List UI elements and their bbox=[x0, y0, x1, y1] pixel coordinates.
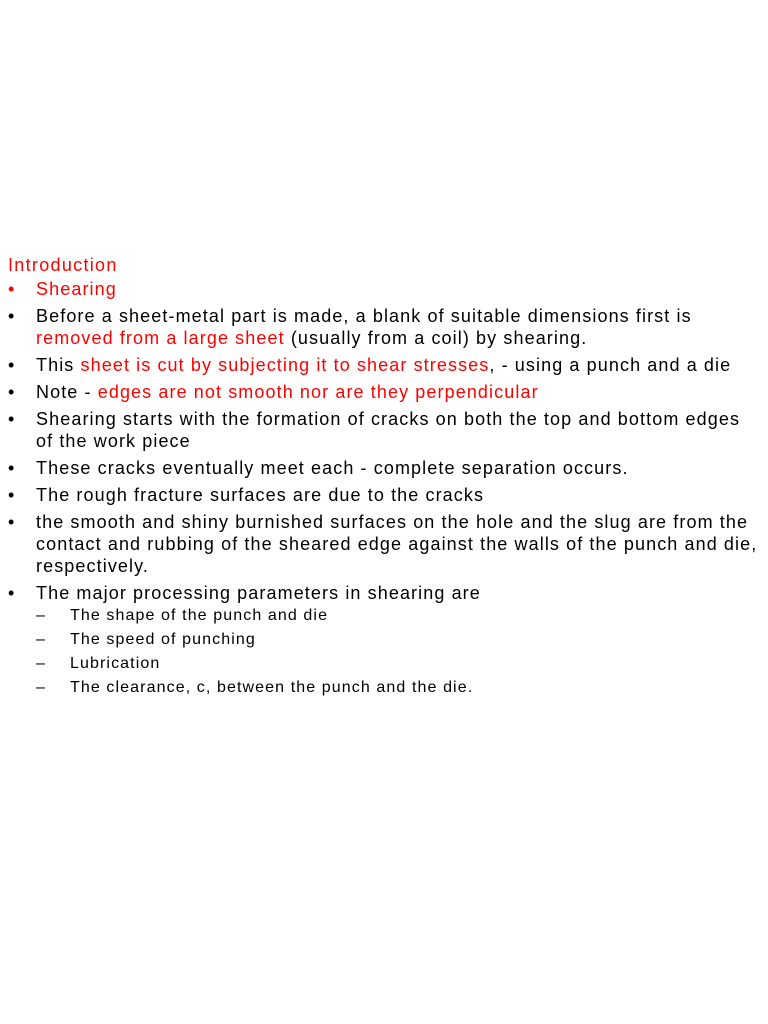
bullet-marker: • bbox=[8, 306, 16, 326]
bullet-item bbox=[8, 484, 760, 506]
bullet-item bbox=[8, 408, 760, 452]
bullet-text: The major processing parameters in shearing are bbox=[36, 583, 481, 603]
bullet-item bbox=[8, 305, 760, 349]
bullet-text: , - using a punch and a die bbox=[489, 355, 732, 375]
bullet-text: Note - bbox=[36, 382, 98, 402]
bullet-marker: • bbox=[8, 355, 16, 375]
bullet-marker: • bbox=[8, 458, 16, 478]
bullet-list bbox=[8, 278, 760, 698]
sub-bullet-item bbox=[36, 678, 760, 698]
dash-marker: – bbox=[36, 607, 46, 624]
bullet-marker: • bbox=[8, 583, 16, 603]
bullet-item bbox=[8, 278, 760, 300]
bullet-marker: • bbox=[8, 382, 16, 402]
bullet-marker: • bbox=[8, 485, 16, 505]
bullet-marker: • bbox=[8, 409, 16, 429]
dash-marker: – bbox=[36, 631, 46, 648]
bullet-item bbox=[8, 354, 760, 376]
bullet-item bbox=[8, 511, 760, 577]
bullet-text-highlight: Shearing bbox=[36, 279, 117, 299]
dash-marker: – bbox=[36, 655, 46, 672]
bullet-text: The rough fracture surfaces are due to the cracks bbox=[36, 485, 485, 505]
bullet-text-highlight: removed from a large sheet bbox=[36, 328, 285, 348]
bullet-text: (usually from a coil) by shearing. bbox=[284, 328, 588, 348]
bullet-text: This bbox=[36, 355, 81, 375]
sub-bullet-text: The clearance, c, between the punch and the die. bbox=[70, 679, 474, 696]
sub-bullet-text: Lubrication bbox=[70, 655, 161, 672]
bullet-marker: • bbox=[8, 279, 16, 299]
bullet-text-highlight: sheet is cut by subjecting it to shear stresses bbox=[80, 355, 490, 375]
bullet-item bbox=[8, 381, 760, 403]
slide-content bbox=[8, 252, 760, 703]
bullet-item bbox=[8, 457, 760, 479]
bullet-marker: • bbox=[8, 512, 16, 532]
bullet-text: Shearing starts with the formation of cracks on both the top and bottom edges of the work piece bbox=[36, 409, 741, 451]
sub-bullet-text: The shape of the punch and die bbox=[70, 607, 329, 624]
bullet-text-highlight: edges are not smooth nor are they perpendicular bbox=[97, 382, 539, 402]
slide-heading: Introduction bbox=[8, 255, 118, 275]
bullet-text: Before a sheet-metal part is made, a blank of suitable dimensions first is bbox=[36, 306, 692, 326]
sub-bullet-item bbox=[36, 654, 760, 674]
bullet-text: These cracks eventually meet each - complete separation occurs. bbox=[36, 458, 629, 478]
sub-bullet-item bbox=[36, 606, 760, 626]
sub-bullet-text: The speed of punching bbox=[70, 631, 256, 648]
sub-bullet-item bbox=[36, 630, 760, 650]
bullet-item bbox=[8, 582, 760, 698]
bullet-text: the smooth and shiny burnished surfaces on the hole and the slug are from the contact and rubbing of the sheared edge against the walls of the punch and die, respectively. bbox=[36, 512, 758, 576]
dash-marker: – bbox=[36, 679, 46, 696]
sub-bullet-list bbox=[36, 606, 760, 698]
